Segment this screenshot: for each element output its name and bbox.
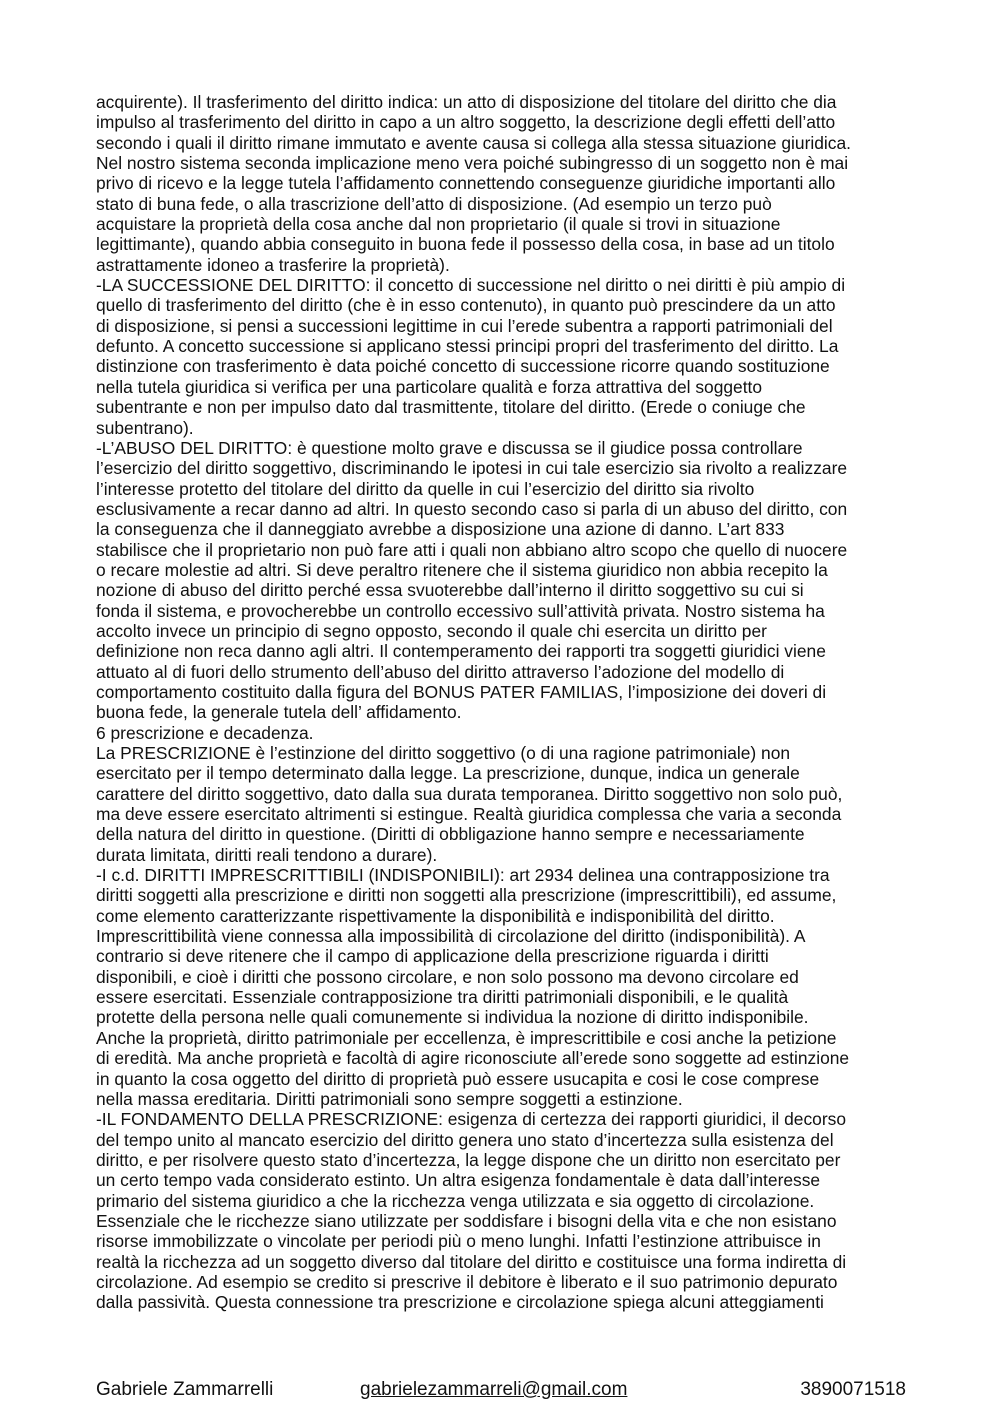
text-line: come elemento caratterizzante rispettivamente la disponibilità e indisponibilità del diritto. [96,905,775,926]
text-line: stabilisce che il proprietario non può fare atti i quali non abbiano altro scopo che quello di nuocere [96,539,848,560]
text-line: carattere del diritto soggettivo, dato dalla sua durata temporanea. Diritto soggettivo non solo può, [96,783,843,804]
text-line: legittimante), quando abbia conseguito in buona fede il possesso della cosa, in base ad un titolo [96,234,835,255]
footer-author: Gabriele Zammarrelli [96,1379,274,1400]
text-line: subentrano). [96,417,194,438]
text-line: durata limitata, diritti reali tendono a durare). [96,844,438,865]
text-line: nella massa ereditaria. Diritti patrimoniali sono sempre soggetti a estinzione. [96,1088,683,1109]
text-line: -LA SUCCESSIONE DEL DIRITTO: il concetto di successione nel diritto o nei diritti è più ampio di [96,275,846,296]
text-line: un certo tempo vada considerato estinto. Un altra esigenza fondamentale è data dall’interesse [96,1170,821,1191]
text-line: essere esercitati. Essenziale contrapposizione tra diritti patrimoniali disponibili, e le qualità [96,987,789,1008]
text-line: risorse immobilizzate o vincolate per periodi più o meno lunghi. Infatti l’estinzione attribuisce in [96,1231,821,1252]
text-line: l’esercizio del diritto soggettivo, discriminando le ipotesi in cui tale esercizio sia rivolto a realizzare [96,458,848,479]
text-line: dalla passività. Questa connessione tra prescrizione e circolazione spiega alcuni atteggiamenti [96,1292,824,1313]
text-line: contrario si deve ritenere che il campo di applicazione della prescrizione riguarda i diritti [96,946,769,967]
text-line: circolazione. Ad esempio se credito si prescrive il debitore è liberato e il suo patrimonio depurato [96,1271,838,1292]
text-line: distinzione con trasferimento è data poiché concetto di successione ricorre quando sostituzione [96,356,830,377]
text-line: acquirente). Il trasferimento del diritto indica: un atto di disposizione del titolare del diritto che dia [96,92,837,112]
text-line: attuato al di fuori dello strumento dell’abuso del diritto attraverso l’adozione del modello di [96,661,785,682]
text-line: Essenziale che le ricchezze siano utilizzate per soddisfare i bisogni della vita e che non esistano [96,1210,837,1231]
text-line: -L’ABUSO DEL DIRITTO: è questione molto grave e discussa se il giudice possa controllare [96,437,803,458]
text-line: primario del sistema giuridico a che la ricchezza venga utilizzata e sia oggetto di circolazione. [96,1190,815,1211]
text-line: La PRESCRIZIONE è l’estinzione del diritto soggettivo (o di una ragione patrimoniale) non [96,743,791,763]
text-line: acquistare la proprietà della cosa anche dal non proprietario (il quale si trovi in situazione [96,214,781,235]
footer-email-link[interactable]: gabrielezammarreli@gmail.com [360,1379,628,1400]
text-line: accolto invece un principio di segno opposto, secondo il quale chi esercita un diritto per [96,620,767,641]
text-line: stato di buna fede, o alla trascrizione dell’atto di disposizione. (Ad esempio un terzo può [96,193,772,214]
text-line: secondo i quali il diritto rimane immutato e avente causa si collega alla stessa situazione giuridica. [96,132,851,153]
text-line: astrattamente idoneo a trasferire la proprietà). [96,254,450,275]
text-line: esclusivamente a recar danno ad altri. In questo secondo caso si parla di un abuso del diritto, con [96,498,848,519]
text-line: esercitato per il tempo determinato dalla legge. La prescrizione, dunque, indica un generale [96,763,800,784]
text-line: della natura del diritto in questione. (Diritti di obbligazione hanno sempre e necessariamente [96,824,805,845]
text-line: definizione non reca danno agli altri. Il contemperamento dei rapporti tra soggetti giuridici viene [96,641,826,662]
text-line: diritti soggetti alla prescrizione e diritti non soggetti alla prescrizione (imprescrittibili), ed assume, [96,885,837,906]
text-line: la conseguenza che il danneggiato avrebbe a disposizione una azione di danno. L’art 833 [96,519,785,540]
footer-phone: 3890071518 [800,1379,906,1400]
text-line: fonda il sistema, e provocherebbe un controllo eccessivo sull’attività privata. Nostro sistema ha [96,600,825,621]
text-line: Anche la proprietà, diritto patrimoniale per eccellenza, è imprescrittibile e cosi anche la petizione [96,1027,837,1048]
text-line: diritto, e per risolvere questo stato d’incertezza, la legge dispone che un diritto non esercitato per [96,1149,841,1170]
text-line: -I c.d. DIRITTI IMPRESCRITTIBILI (INDISPONIBILI): art 2934 delinea una contrapposizione tra [96,865,830,886]
text-line: l’interesse protetto del titolare del diritto da quelle in cui l’esercizio del diritto sia rivolto [96,478,755,499]
text-line: quello di trasferimento del diritto (che è in esso contenuto), in quanto può prescindere da un atto [96,295,836,316]
text-line: ma deve essere esercitato altrimenti si estingue. Realtà giuridica complessa che varia a seconda [96,804,842,825]
text-line: nella tutela giuridica si verifica per una particolare qualità e forza attrattiva del soggetto [96,376,763,397]
text-line: realtà la ricchezza ad un soggetto diverso dal titolare del diritto e costituisce una forma indiretta di [96,1251,847,1272]
text-line: di disposizione, si pensi a successioni legittime in cui l’erede subentra a rapporti patrimoniali del [96,315,833,336]
text-line: buona fede, la generale tutela dell’ affidamento. [96,702,462,723]
text-line: defunto. A concetto successione si applicano stessi principi propri del trasferimento del diritto. La [96,336,839,357]
text-line: nozione di abuso del diritto perché essa svuoterebbe dall’interno il diritto soggettivo su cui si [96,580,804,601]
body-text [96,92,911,1313]
text-line: di eredità. Ma anche proprietà e facoltà di agire riconosciute all’erede sono soggette ad estinzione [96,1048,850,1069]
text-line: del tempo unito al mancato esercizio del diritto genera uno stato d’incertezza sulla esistenza del [96,1129,834,1150]
text-line: impulso al trasferimento del diritto in capo a un altro soggetto, la descrizione degli effetti dell’atto [96,112,836,133]
text-line: 6 prescrizione e decadenza. [96,722,314,743]
text-line: o recare molestie ad altri. Si deve peraltro ritenere che il sistema giuridico non abbia recepito la [96,559,828,580]
text-line: Nel nostro sistema seconda implicazione meno vera poiché subingresso di un soggetto non è mai [96,153,849,174]
text-line: disponibili, e cioè i diritti che possono circolare, e non solo possono ma devono circolare ed [96,966,799,987]
text-line: -IL FONDAMENTO DELLA PRESCRIZIONE: esigenza di certezza dei rapporti giuridici, il decorso [96,1109,846,1130]
text-line: protette della persona nelle quali comunemente si individua la nozione di diritto indisponibile. [96,1007,809,1028]
text-line: privo di ricevo e la legge tutela l’affidamento connettendo conseguenze giuridiche importanti allo [96,173,836,194]
text-line: in quanto la cosa oggetto del diritto di proprietà può essere usucapita e cosi le cose comprese [96,1068,820,1089]
text-line: subentrante e non per impulso dato dal trasmittente, titolare del diritto. (Erede o coniuge che [96,397,806,418]
text-line: comportamento costituito dalla figura del BONUS PATER FAMILIAS, l’imposizione dei doveri di [96,681,827,702]
text-line: Imprescrittibilità viene connessa alla impossibilità di circolazione del diritto (indisponibilità). A [96,926,806,947]
page-footer [96,1378,906,1404]
